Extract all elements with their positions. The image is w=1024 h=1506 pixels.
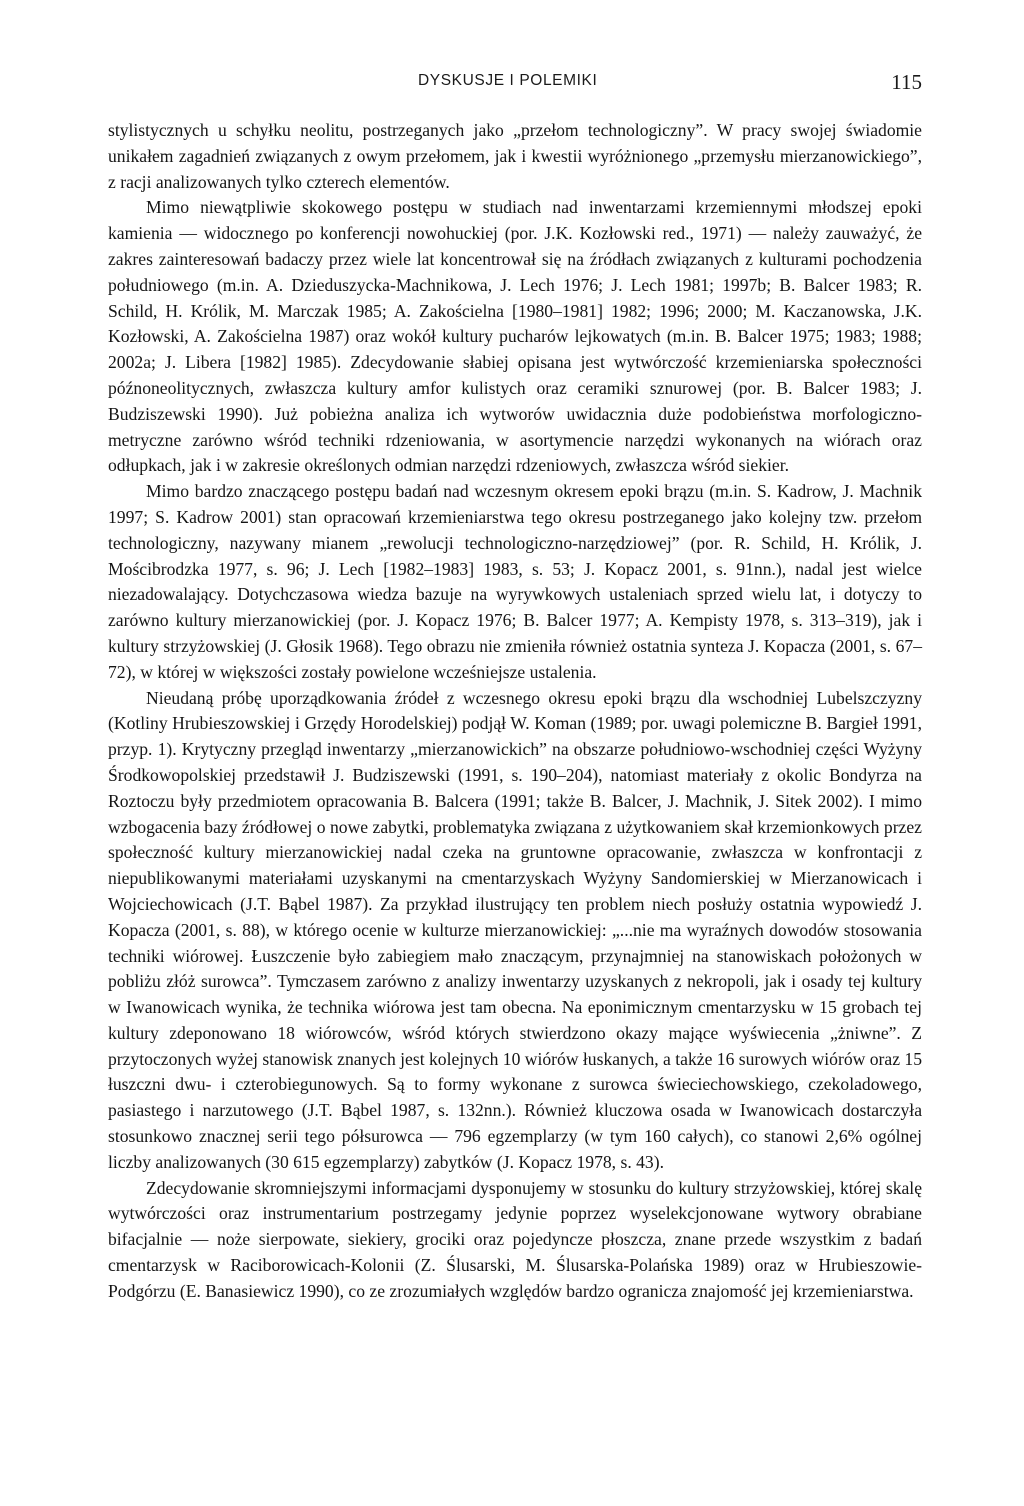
paragraph: stylistycznych u schyłku neolitu, postrzeganych jako „przełom technologiczny”. W pracy swojej świadomie unikałem zagadnień związanych z owym przełomem, jak i kwestii wyróżnionego „przemysłu mierzanowickiego”, z racji analizowanych tylko czterech elementów. [108,120,922,192]
paragraph: Nieudaną próbę uporządkowania źródeł z wczesnego okresu epoki brązu dla wschodniej Lubelszczyzny (Kotliny Hrubieszowskiej i Grzędy Horodelskiej) podjął W. Koman (1989; por. uwagi polemiczne B. Bargieł 1991, przyp. 1). Krytyczny przegląd inwentarzy „mierzanowickich” na obszarze południowo-wschodniej części Wyżyny Środkowopolskiej przedstawił J. Budziszewski (1991, s. 190–204), natomiast materiały z okolic Bondyrza na Roztoczu były przedmiotem opracowania B. Balcera (1991; także B. Balcer, J. Machnik, J. Sitek 2002). I mimo wzbogacenia bazy źródłowej o nowe zabytki, problematyka związana z użytkowaniem skał krzemionkowych przez społeczność kultury mierzanowickiej nadal czeka na gruntowne opracowanie, zwłaszcza w konfrontacji z niepublikowanymi materiałami uzyskanymi na cmentarzyskach Wyżyny Sandomierskiej w Mierzanowicach i Wojciechowicach (J.T. Bąbel 1987). Za przykład ilustrujący ten problem niech posłuży ostatnia wypowiedź J. Kopacza (2001, s. 88), w którego ocenie w kulturze mierzanowickiej: „...nie ma wyraźnych dowodów stosowania techniki wiórowej. Łuszczenie było zabiegiem mało znaczącym, przynajmniej na stanowiskach położonych w pobliżu złóż surowca”. Tymczasem zarówno z analizy inwentarzy uzyskanych z nekropoli, jak i osady tej kultury w Iwanowicach wynika, że technika wiórowa jest tam obecna. Na eponimicznym cmentarzysku w 15 grobach tej kultury zdeponowano 18 wiórowców, wśród których stwierdzono okazy mające wyświecenia „żniwne”. Z przytoczonych wyżej stanowisk znanych jest kolejnych 10 wiórów łuskanych, a także 16 surowych wiórów oraz 15 łuszczni dwu- i czterobiegunowych. Są to formy wykonane z surowca świeciechowskiego, czekoladowego, pasiastego i narzutowego (J.T. Bąbel 1987, s. 132nn.). Również kluczowa osada w Iwanowicach dostarczyła stosunkowo znacznej serii tego półsurowca — 796 egzemplarzy (w tym 160 całych), co stanowi 2,6% ogólnej liczby analizowanych (30 615 egzemplarzy) zabytków (J. Kopacz 1978, s. 43). [108,687,922,1172]
paragraph: Mimo niewątpliwie skokowego postępu w studiach nad inwentarzami krzemiennymi młodszej epoki kamienia — widocznego po konferencji nowohuckiej (por. J.K. Kozłowski red., 1971) — należy zauważyć, że zakres zainteresowań badaczy przez wiele lat koncentrował się na źródłach związanych z kulturami pochodzenia południowego (m.in. A. Dzieduszycka-Machnikowa, J. Lech 1976; J. Lech 1981; 1997b; B. Balcer 1983; R. Schild, H. Królik, M. Marczak 1985; A. Zakościelna [1980–1981] 1982; 1996; 2000; M. Kaczanowska, J.K. Kozłowski, A. Zakościelna 1987) oraz wokół kultury pucharów lejkowatych (m.in. B. Balcer 1975; 1983; 1988; 2002a; J. Libera [1982] 1985). Zdecydowanie słabiej opisana jest wytwórczość krzemieniarska społeczności późnoneolitycznych, zwłaszcza kultury amfor kulistych oraz ceramiki sznurowej (por. B. Balcer 1983; J. Budziszewski 1990). Już pobieżna analiza ich wytworów uwidacznia duże podobieństwa morfologiczno-metryczne zarówno wśród techniki rdzeniowania, w asortymencie narzędzi wykonanych na wiórach oraz odłupkach, jak i w zakresie określonych odmian narzędzi rdzeniowych, zwłaszcza wśród siekier. [108,197,922,476]
paragraph: Mimo bardzo znaczącego postępu badań nad wczesnym okresem epoki brązu (m.in. S. Kadrow, J. Machnik 1997; S. Kadrow 2001) stan opracowań krzemieniarstwa tego okresu postrzeganego jako kolejny tzw. przełom technologiczny, nazywany mianem „rewolucji technologiczno-narzędziowej” (por. R. Schild, H. Królik, J. Mościbrodzka 1977, s. 96; J. Lech [1982–1983] 1983, s. 53; J. Kopacz 2001, s. 91nn.), nadal jest wielce niezadowalający. Dotychczasowa wiedza bazuje na wyrywkowych ustaleniach sprzed wielu lat, i dotyczy to zarówno kultury mierzanowickiej (por. J. Kopacz 1976; B. Balcer 1977; A. Kempisty 1978, s. 313–319), jak i kultury strzyżowskiej (J. Głosik 1968). Tego obrazu nie zmieniła również ostatnia synteza J. Kopacza (2001, s. 67–72), w której w większości zostały powielone wcześniejsze ustalenia. [108,481,922,682]
body-text [108,118,922,1305]
paragraph: Zdecydowanie skromniejszymi informacjami dysponujemy w stosunku do kultury strzyżowskiej, której skalę wytwórczości oraz instrumentarium postrzegamy jedynie poprzez wyselekcjonowane wytwory obrabiane bifacjalnie — noże sierpowate, siekiery, grociki oraz pojedyncze płoszcza, znane przede wszystkim z badań cmentarzysk w Raciborowicach-Kolonii (Z. Ślusarski, M. Ślusarska-Polańska 1989) oraz w Hrubieszowie-Podgórzu (E. Banasiewicz 1990), co ze zrozumiałych względów bardzo ogranicza znajomość jej krzemieniarstwa. [108,1177,922,1301]
page-number: 115 [891,70,922,94]
running-header [108,70,922,98]
section-title: DYSKUSJE I POLEMIKI [418,72,598,89]
